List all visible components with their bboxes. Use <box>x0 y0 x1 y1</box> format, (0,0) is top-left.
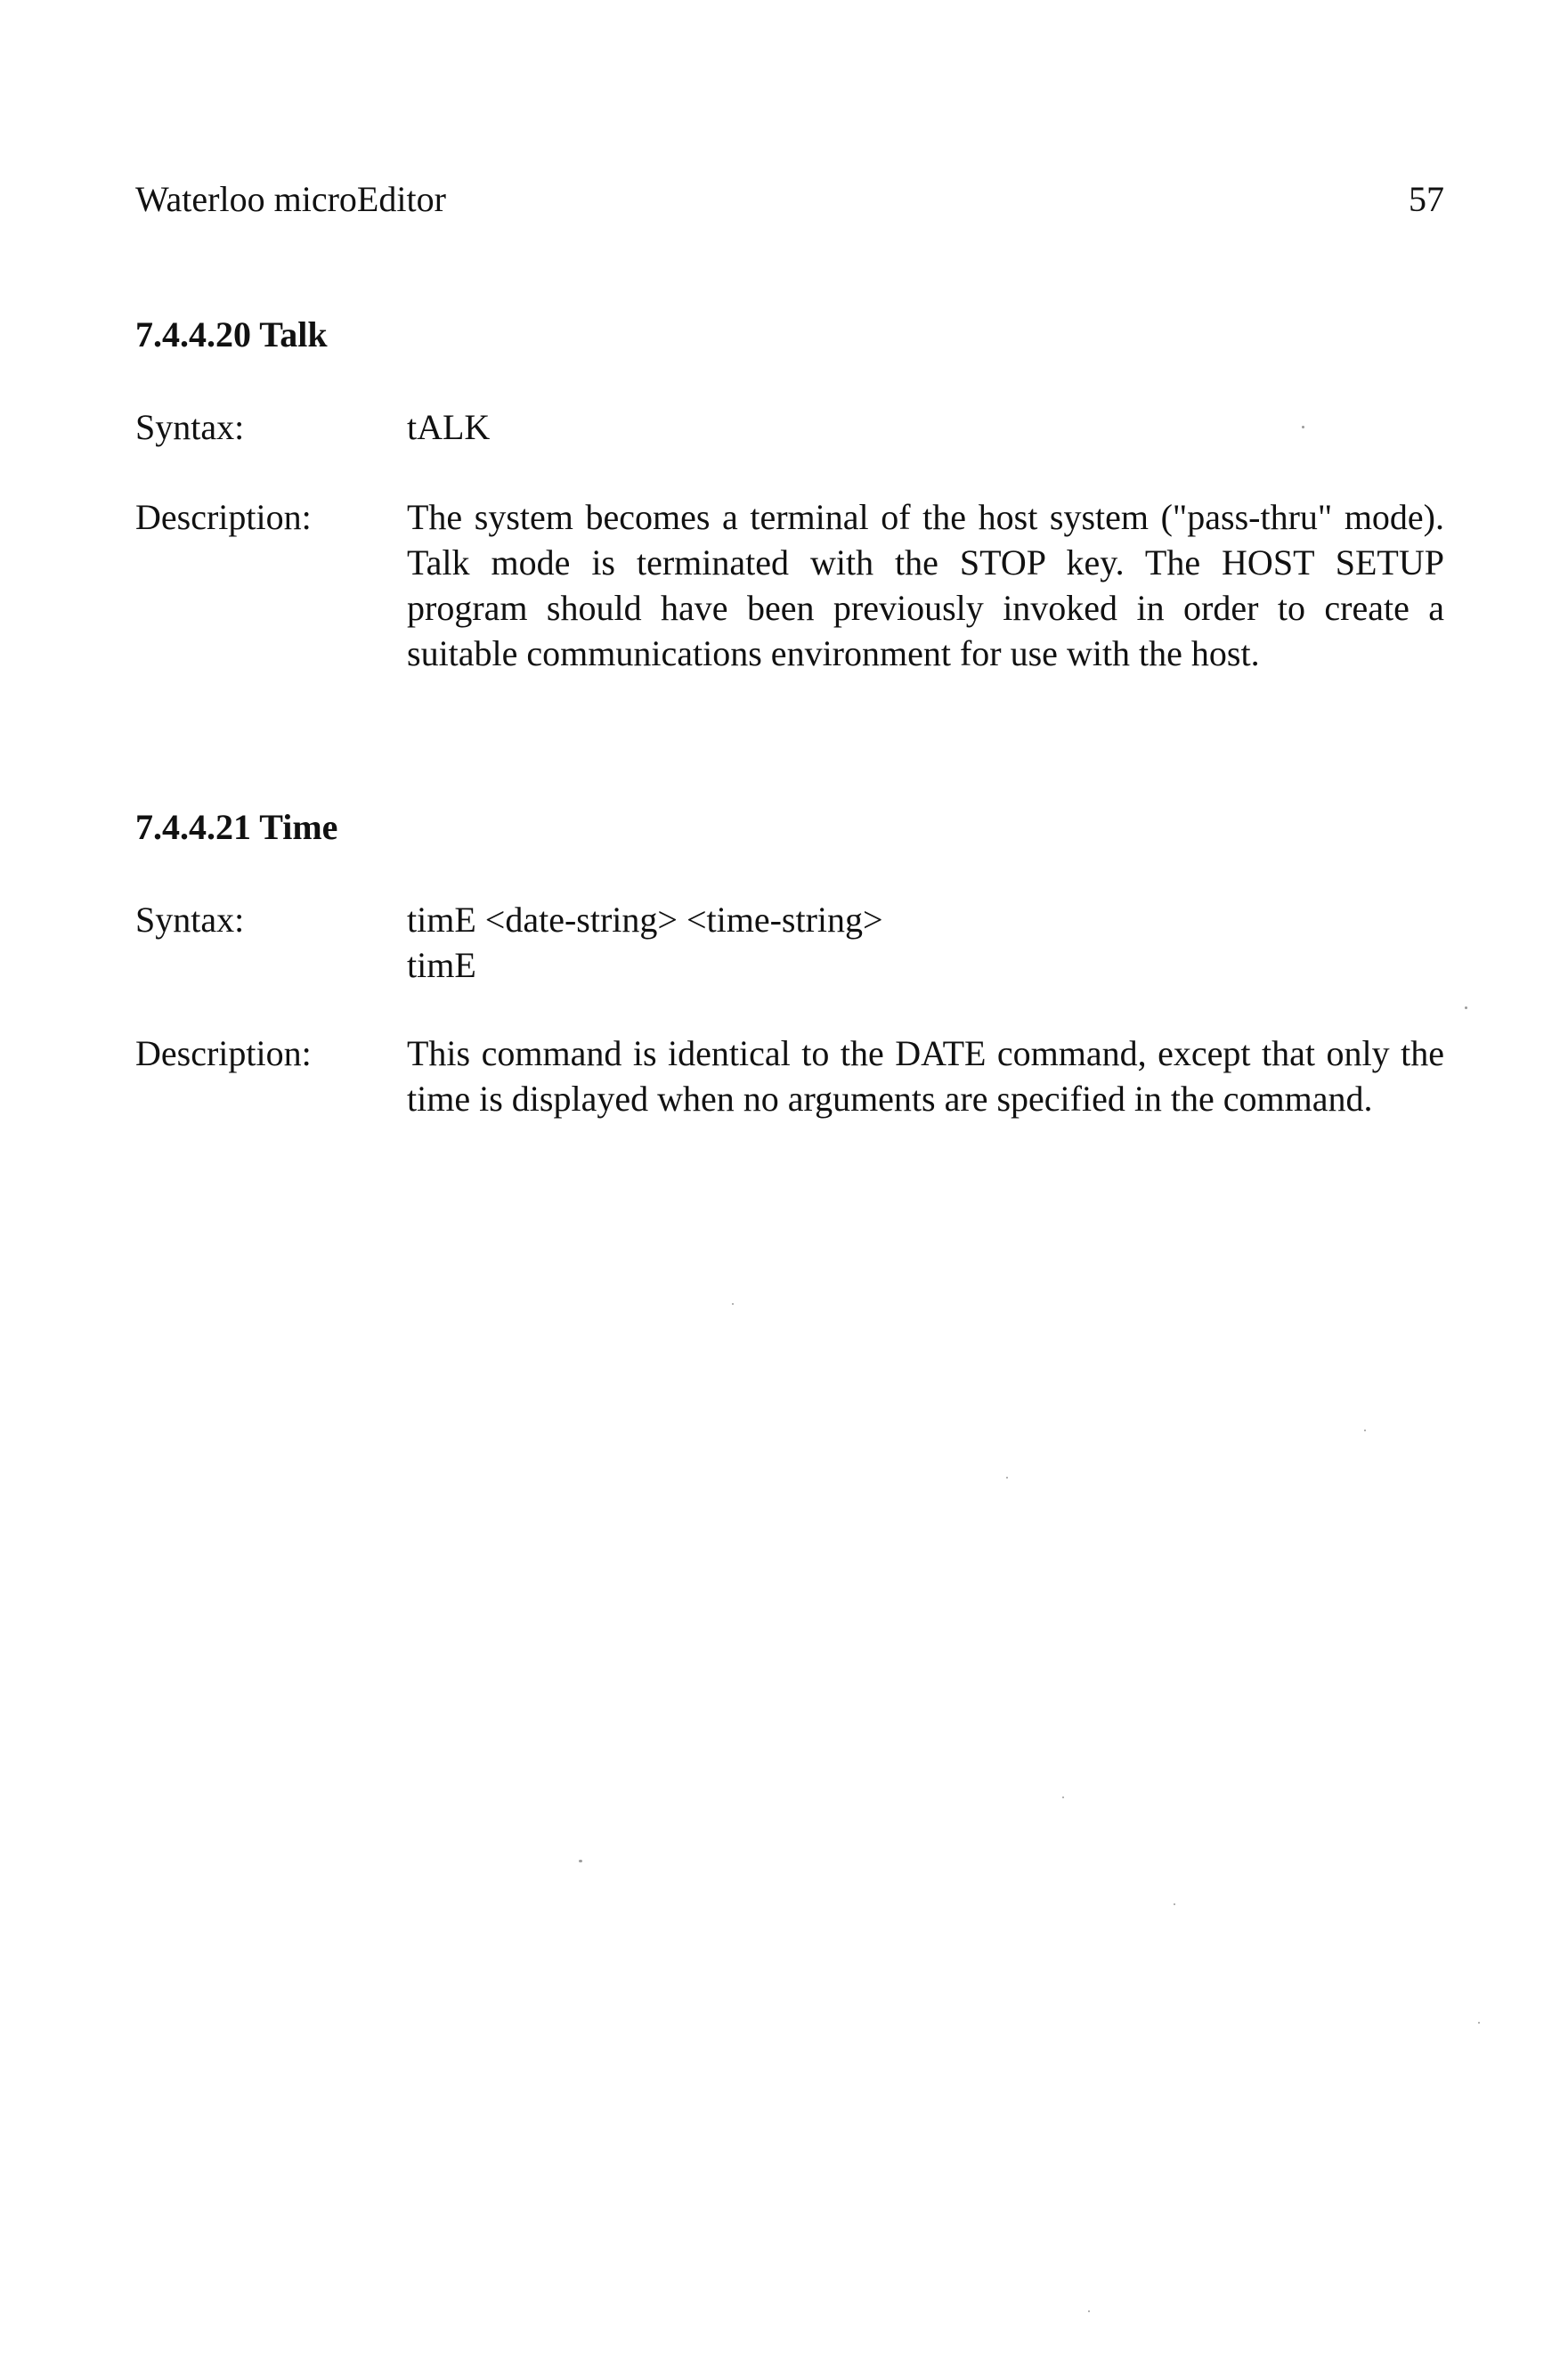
page-number: 57 <box>1409 179 1444 219</box>
syntax-label: Syntax: <box>135 407 245 447</box>
description-text: This command is identical to the DATE command, except that only the time is displayed when no arguments are specified in the command. <box>407 1033 1444 1119</box>
scan-speck <box>1062 1796 1064 1798</box>
description-label: Description: <box>135 497 312 537</box>
description-row-talk <box>135 494 1444 676</box>
section-heading-talk: 7.4.4.20 Talk <box>135 314 328 354</box>
section-time <box>135 806 1444 1121</box>
scan-speck <box>1465 1006 1467 1009</box>
scan-speck <box>1364 1430 1366 1431</box>
syntax-row-time <box>135 897 1444 988</box>
syntax-content <box>407 404 1444 450</box>
scan-speck <box>1174 1903 1175 1905</box>
description-text: The system becomes a terminal of the host system ("pass-thru" mode). Talk mode is terminated with the STOP key. The HOST SETUP program should have been previously invoked in order to create a suitable communications environment for use with the host. <box>407 497 1444 673</box>
scan-speck <box>579 1860 582 1862</box>
syntax-label: Syntax: <box>135 900 245 940</box>
scan-speck <box>1088 2310 1090 2312</box>
syntax-line: tALK <box>407 407 491 447</box>
syntax-line: timE <date-string> <time-string> <box>407 900 883 940</box>
syntax-content <box>407 897 1444 988</box>
header-title: Waterloo microEditor <box>135 179 446 219</box>
section-talk <box>135 314 1444 676</box>
syntax-row-talk <box>135 404 1444 450</box>
scan-speck <box>1478 2022 1480 2024</box>
description-label: Description: <box>135 1033 312 1073</box>
scan-speck <box>1302 426 1304 428</box>
description-row-time <box>135 1031 1444 1121</box>
scan-speck <box>732 1303 734 1305</box>
syntax-line: timE <box>407 945 476 985</box>
scan-speck <box>1006 1477 1008 1479</box>
section-heading-time: 7.4.4.21 Time <box>135 807 338 847</box>
